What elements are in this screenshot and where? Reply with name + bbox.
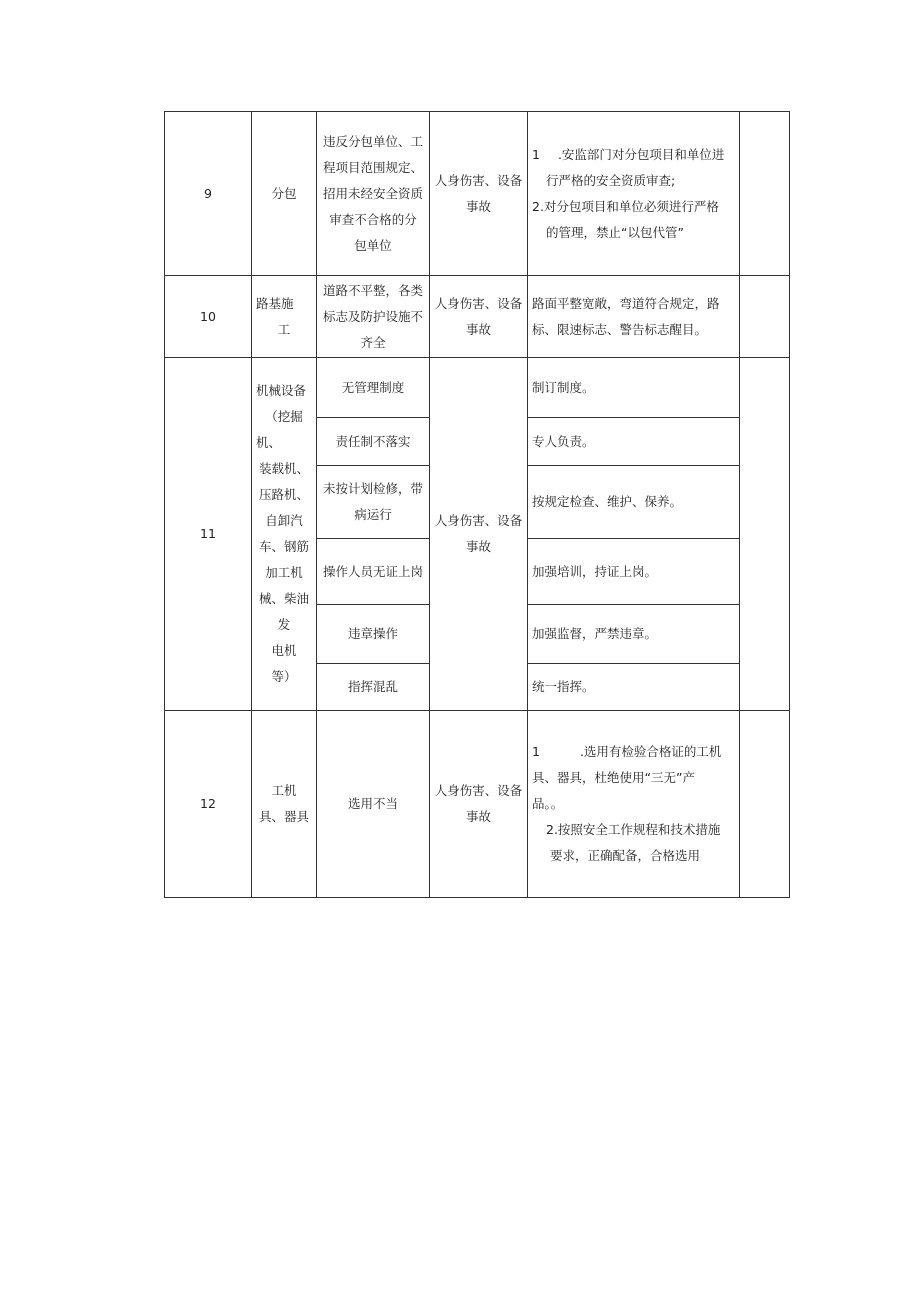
accident-cell: 人身伤害、设备 事故 (430, 358, 528, 711)
measure-cell: 统一指挥。 (528, 664, 740, 711)
remarks-cell (740, 276, 790, 358)
measure-cell: 加强监督，严禁违章。 (528, 605, 740, 664)
remarks-cell (740, 711, 790, 898)
project-cell: 机械设备 （挖掘 机、 装载机、 压路机、 自卸汽 车、钢筋 加工机 械、柴油 发 电机 等） (252, 358, 317, 711)
table-row (165, 276, 790, 358)
hazard-cell: 指挥混乱 (317, 664, 430, 711)
hazard-cell: 操作人员无证上岗 (317, 539, 430, 605)
hazard-cell: 未按计划检修，带 病运行 (317, 466, 430, 539)
project-cell: 分包 (252, 112, 317, 276)
measure-cell: 按规定检查、维护、保养。 (528, 466, 740, 539)
measure-cell: 1 .安监部门对分包项目和单位进 行严格的安全资质审查; 2.对分包项目和单位必须进行严格 的管理，禁止“以包代管” (528, 112, 740, 276)
measure-cell: 制订制度。 (528, 358, 740, 418)
remarks-cell (740, 358, 790, 711)
remarks-cell (740, 112, 790, 276)
measure-cell: 专人负责。 (528, 418, 740, 466)
project-cell: 路基施 工 (252, 276, 317, 358)
hazard-cell: 道路不平整，各类 标志及防护设施不 齐全 (317, 276, 430, 358)
measure-cell: 加强培训，持证上岗。 (528, 539, 740, 605)
table-row (165, 711, 790, 898)
accident-cell: 人身伤害、设备 事故 (430, 112, 528, 276)
row-number: 10 (165, 276, 252, 358)
hazard-cell: 违章操作 (317, 605, 430, 664)
hazard-cell: 违反分包单位、工 程项目范围规定、 招用未经安全资质 审查不合格的分 包单位 (317, 112, 430, 276)
row-number: 12 (165, 711, 252, 898)
hazard-cell: 选用不当 (317, 711, 430, 898)
measure-cell: 1 .选用有检验合格证的工机 具、器具，杜绝使用“三无”产 品。。 2.按照安全工作规程和技术措施 要求，正确配备，合格选用 (528, 711, 740, 898)
table-row (165, 358, 790, 418)
hazard-cell: 无管理制度 (317, 358, 430, 418)
hazard-table (164, 111, 790, 898)
accident-cell: 人身伤害、设备 事故 (430, 711, 528, 898)
hazard-cell: 责任制不落实 (317, 418, 430, 466)
row-number: 9 (165, 112, 252, 276)
project-cell: 工机 具、器具 (252, 711, 317, 898)
table-row (165, 112, 790, 276)
accident-cell: 人身伤害、设备 事故 (430, 276, 528, 358)
row-number: 11 (165, 358, 252, 711)
measure-cell: 路面平整宽敞，弯道符合规定，路 标、限速标志、警告标志醒目。 (528, 276, 740, 358)
